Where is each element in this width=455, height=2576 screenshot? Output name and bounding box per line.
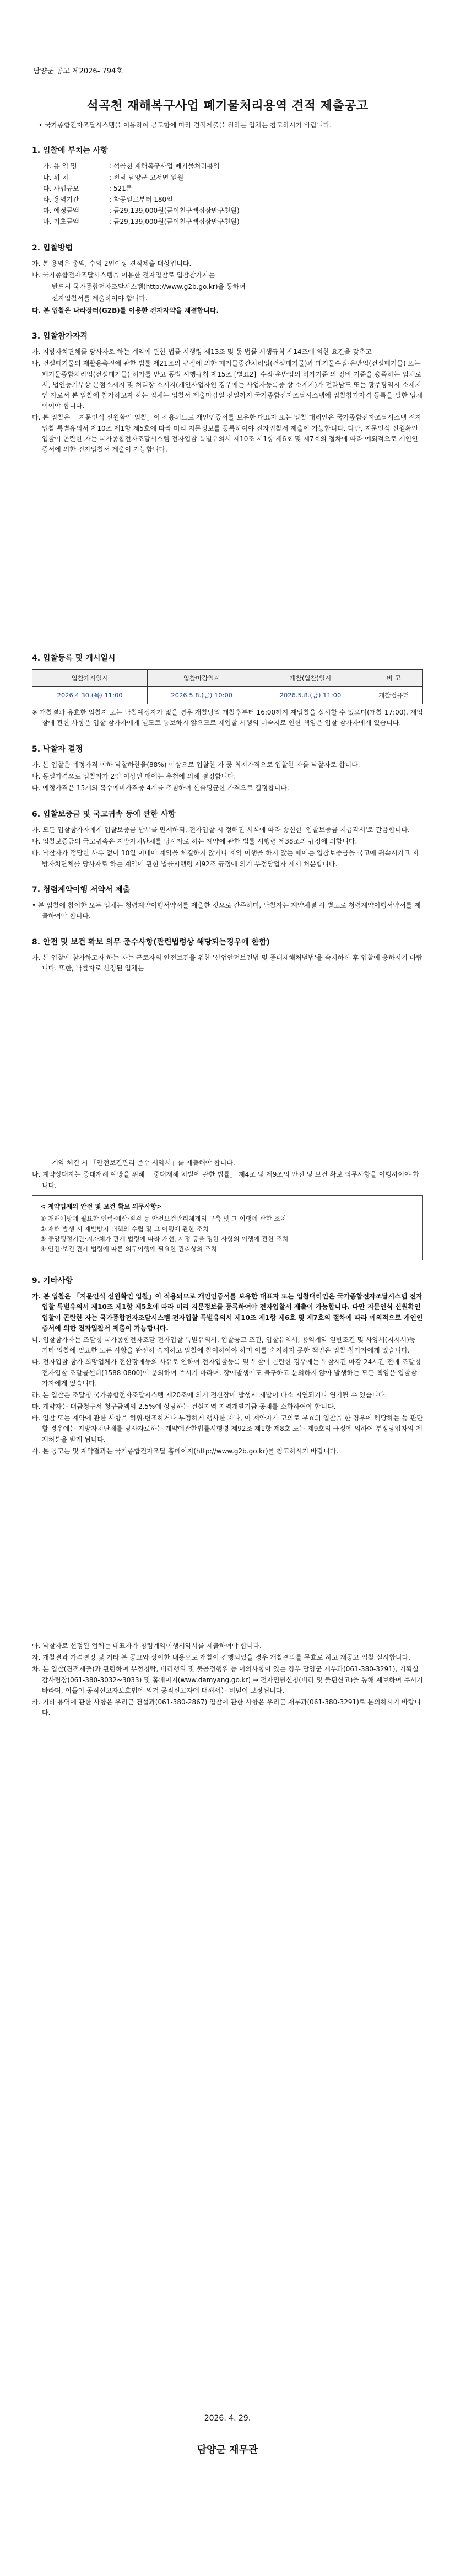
paragraph: 나. 국가종합전자조달시스템을 이용한 전자입찰로 입찰참가자는 [32,271,215,280]
paragraph: 나. 입찰보증금의 국고귀속은 지방자치단체를 당사자로 하는 계약에 관한 법률 시행령 제38조의 규정에 의합니다. [32,838,358,846]
paragraph: 다. 전자입찰 참가 희망업체가 전산장애등의 사유로 인하여 전자입찰등록 및 투찰이 곤란한 경우에는 투찰시간 마감 24시간 전에 조달청 전자입찰 조달콜센터(1588-0800)에 문의하여 주시기 바라며, 장애발생에도 불구하고 문의하지 않아 발생하는 모든 책임은 입찰참가자에게 있습니다. [32,1358,421,1387]
row-value: : 금29,139,000원(금이천구백십삼만구천원) [109,207,240,215]
notice-date: 2026. 4. 29. [204,2414,251,2423]
paragraph: 다. 예정가격은 15개의 복수예비가격중 4개를 추첨하여 산술평균한 가격으로 결정합니다. [32,784,289,792]
paragraph: 아. 낙찰자로 선정된 업체는 대표자가 청렴계약이행서약서를 제출하여야 합니다. [32,1642,262,1650]
box-item: ② 재해 발생 시 재발방지 대책의 수립 및 그 이행에 관한 조치 [40,1225,209,1233]
info-row [32,217,423,227]
paragraph: 가. 본 용역은 총액, 수의 2인이상 견적제출 대상입니다. [32,259,192,267]
paragraph: 다. 낙찰자가 정당한 사유 없이 10일 이내에 계약을 체결하지 않거나 계약 이행을 하지 않는 때에는 입찰보증금을 국고에 귀속시키고 지방자치단체를 당사자로 하는 계약에 관한 법률시행령 제92조 규정에 의거 부정당업자 제재 처분합니다. [32,849,419,868]
section-heading-1: 1. 입찰에 부치는 사항 [32,146,108,155]
box-item: ① 재해예방에 필요한 인력·예산·점검 등 안전보건관리체계의 구축 및 그 이행에 관한 조치 [40,1215,286,1223]
table-cell: 2026.4.30.(목) 11:00 [32,686,148,704]
section-heading-4: 4. 입찰등록 및 개시일시 [32,654,116,663]
paragraph: 전자입찰서를 제출하여야 합니다. [52,294,148,303]
info-row [32,206,423,216]
paragraph: 바. 입찰 또는 계약에 관한 사항을 허위·변조하거나 부정하게 행사한 자나, 이 계약자가 고의로 무효의 입찰을 한 경우에 해당하는 등 판단할 경우에는 지방자치단체를 당사자로하는 계약에관한법률시행령 제92조 제1항 제8호 또는 제9호의 규정에 의하여 부정당업자의 제재처분을 받게 됩니다. [32,1414,423,1443]
paragraph: 마. 계약자는 대금청구서 청구금액의 2.5%에 상당하는 건설지역 지역개발기금 공채를 소화하여야 합니다. [32,1403,336,1411]
info-row [32,161,423,171]
paragraph: 계약 체결 시 「안전보건관리 준수 서약서」를 제출해야 합니다. [52,1159,235,1167]
paragraph: 나. 계약상대자는 중대재해 예방을 위해 「중대재해 처벌에 관한 법률」 제4조 및 제9조의 안전 및 보건 확보 의무사항을 이행하여야 합니다. [32,1171,419,1189]
paragraph: 사. 본 공고는 및 계약결과는 국가종합전자조달 홈페이지(http://www.g2b.go.kr)를 참고하시기 바랍니다. [32,1447,339,1455]
box-title: < 계약업체의 안전 및 보건 확보 의무사항> [40,1202,162,1210]
paragraph: 차. 본 입찰(견적제출)과 관련하여 부정청탁, 비리행위 및 불공정행위 등 이의사항이 있는 경우 담양군 재무과(061-380-3291), 기획실 감사팀장(061-380-3032~3033) 및 홈페이지(www.damyang.go.kr) → 전자민원신청(비리 및 불편신고)을 통해 제보하여 주시기 바라며, 이들이 공직신고자보호법에 의거 공직신고자에 대해서는 비밀이 보장됩니다. [32,1665,423,1694]
row-label: 마. 예정금액 [43,207,79,215]
page-gap [32,975,423,1157]
table-cell: 2026.5.8.(금) 11:00 [256,686,365,704]
paragraph: 가. 본 입찰에 참가하고자 하는 자는 근로자의 안전보건을 위한 '산업안전보건법 및 중대재해처벌법'을 숙지하신 후 입찰에 응하시기 바랍니다. 또한, 낙찰자로 선정된 업체는 [32,953,423,973]
page-gap [32,1458,423,1640]
section-heading-6: 6. 입찰보증금 및 국고귀속 등에 관한 사항 [32,809,176,819]
paragraph: 나. 건설폐기물의 재활용촉진에 관한 법률 제21조의 규정에 의한 폐기물중간처리업(건설폐기물)과 폐기물수집·운반업(건설폐기물) 또는 폐기물종합처리업(건설폐기물) 허가를 받고 동법 시행규칙 제15조 [별표2] '수집·운반업의 허가기준'의 장비 기준을 충족하는 업체로서, 법인등기부상 본점소재지 및 처리장 소재지(개인사업자인 경우에는 사업자등록증 상 소재지)가 전라남도 또는 광주광역시 소재지인 자로서 본 입찰에 참가하고자 하는 업체는 입찰서 제출마감일 전일까지 국가종합전자조달시스템에 입찰참가자격 등록을 필한 업체이어야 합니다. [32,359,422,410]
notice-number: 담양군 공고 제2026- 794호 [33,67,123,76]
section-heading-7: 7. 청렴계약이행 서약서 제출 [32,885,131,894]
paragraph: 나. 동일가격으로 입찰자가 2인 이상인 때에는 추첨에 의해 결정합니다. [32,772,236,781]
section-heading-2: 2. 입찰방법 [32,243,73,253]
paragraph: 나. 입찰참가자는 조달청 국가종합전자조달 전자입찰 특별유의서, 입찰공고 조건, 입찰유의서, 용역계약 일반조건 및 사양서(지시서)등 기타 입찰에 필요한 모든 사항을 완전히 숙지하고 입찰에 참여하여야 하며 이를 숙지하지 못한 책임은 입찰 참가자에게 있습니다. [32,1335,416,1355]
row-value: : 착공일로부터 180일 [109,195,173,203]
column-header: 개찰(입찰)일시 [256,669,365,686]
table-header-row [32,669,423,686]
column-header: 비 고 [365,669,422,686]
row-label: 나. 위 치 [43,173,69,181]
table-row [32,686,423,704]
section-1-rows [32,161,423,227]
paragraph: 카. 기타 용역에 관한 사항은 우리군 건설과(061-380-2867) 입찰에 관한 사항은 우리군 재무과(061-380-3291)로 문의하시기 바랍니다. [32,1698,421,1717]
paragraph-text: 반드시 국가종합전자조달시스템(http://www.g2b.go.kr)을 통하여 [52,283,246,291]
row-label: 가. 용 역 명 [43,162,77,170]
paragraph: 가. 지방자치단체를 당사자로 하는 계약에 관한 법률 시행령 제13조 및 동 법률 시행규칙 제14조에 의한 요건을 갖추고 [32,348,372,356]
row-label: 바. 기초금액 [43,218,79,226]
notice-body [32,144,423,1719]
safety-obligations-box [32,1195,423,1260]
paragraph [32,282,423,292]
section-heading-9: 9. 기타사항 [32,1276,73,1285]
info-row [32,173,423,183]
info-row [32,184,423,194]
paragraph: 가. 모든 입찰참가자에게 입찰보증금 납부를 면제하되, 전자입찰 시 정해진 서식에 따라 송신한 '입찰보증금 지급각서'로 갈음합니다. [32,826,410,834]
issuer-name: 담양군 재무관 [197,2444,258,2456]
column-header: 입찰개시일시 [32,669,148,686]
page-gap [32,456,423,638]
page-title: 석곡천 재해복구사업 폐기물처리용역 견적 제출공고 [86,99,369,113]
schedule-table [32,669,423,705]
section-heading-3: 3. 입찰참가자격 [32,331,88,341]
paragraph: 라. 본 입찰은 조달청 국가종합전자조달시스템 제20조에 의거 전산장애 발생시 재발이 다소 지연되거나 연기될 수 있습니다. [32,1391,387,1399]
table-cell: 개찰컴퓨터 [365,686,422,704]
row-value: : 석곡천 재해복구사업 폐기물처리용역 [109,162,220,170]
row-value: : 금29,139,000원(금이천구백십삼만구천원) [109,218,240,226]
row-value: : 521톤 [109,184,133,192]
column-header: 입찰마감일시 [148,669,256,686]
schedule-note: ※ 개찰결과 유효한 입찰자 또는 낙찰예정자가 없을 경우 개찰당일 개찰후부터 16:00까지 재입찰을 실시할 수 있으며(개찰 17:00), 재입찰에 관한 사항은 입찰 참가자에게 별도로 통보하지 않으므로 재입찰 시행의 미숙지로 인한 책임은 입찰 참가자에게 있습니다. [32,709,423,727]
box-item: ④ 안전·보건 관계 법령에 따른 의무이행에 필요한 관리상의 조치 [40,1245,217,1253]
paragraph: • 본 입찰에 참여한 모든 업체는 청렴계약이행서약서를 제출한 것으로 간주하며, 낙찰자는 계약체결 시 별도로 청렴계약이행서약서를 제출하여야 합니다. [32,901,421,920]
paragraph: 다. 본 입찰은 「지문인식 신원확인 입찰」이 적용되므로 개인인증서를 보유한 대표자 또는 입찰 대리인은 국가종합전자조달시스템 전자입찰 특별유의서 제10조 제1항 제5호에 따라 미리 지문정보를 등록하여야 전자입찰서 제출이 가능합니다. 다만, 지문인식 신원확인 입찰이 곤란한 자는 국가종합전자조달시스템 전자입찰 특별유의서 제10조 제1항 제6호 및 제7호의 절차에 따라 예외적으로 개인인증서에 의한 전자입찰서 제출이 가능합니다. [32,414,422,453]
box-item: ③ 중앙행정기관·지자체가 관계 법령에 따라 개선, 시정 등을 명한 사항의 이행에 관한 조치 [40,1235,289,1243]
row-label: 라. 용역기간 [43,195,79,203]
section-heading-5: 5. 낙찰자 결정 [32,744,83,754]
table-cell: 2026.5.8.(금) 10:00 [148,686,256,704]
paragraph: 가. 본 입찰은 「지문인식 신원확인 입찰」이 적용되므로 개인인증서를 보유한 대표자 또는 입찰대리인은 국가종합전자조달시스템 전자입찰 특별유의서 제10조 제1항 제5호에 따라 미리 지문정보를 등록하여야 전자입찰서 제출이 가능합니다. 다만 지문인식 신원확인 입찰이 곤란한 자는 국가종합전자조달시스템 전자입찰 특별유의서 제10조 제1항 제6호 및 제7호의 절차에 따라 예외적으로 개인인증서에 의한 전자입찰서 제출이 가능합니다. [32,1292,423,1332]
row-value: : 전남 담양군 고서면 일원 [109,173,184,181]
intro-text: • 국가종합전자조달시스템을 이용하여 공고함에 따라 견적제출을 원하는 업체는 참고하시기 바랍니다. [39,121,332,129]
paragraph: 다. 본 입찰은 나라장터(G2B)를 이용한 전자자약을 체결합니다. [32,306,219,314]
info-row [32,195,423,205]
row-label: 다. 사업규모 [43,184,79,192]
paragraph: 가. 본 입찰은 예정가격 이하 낙찰하한율(88%) 이상으로 입찰한 자 중 최저가격으로 입찰한 자를 낙찰자로 합니다. [32,761,360,769]
paragraph: 자. 개찰결과 가격결정 및 기타 본 공고와 상이한 내용으로 개찰이 진행되었을 경우 개찰결과를 무효로 하고 재공고 입찰 실시합니다. [32,1654,410,1662]
section-heading-8: 8. 안전 및 보건 확보 의무 준수사항(관련법령상 해당되는경우에 한함) [32,937,270,947]
